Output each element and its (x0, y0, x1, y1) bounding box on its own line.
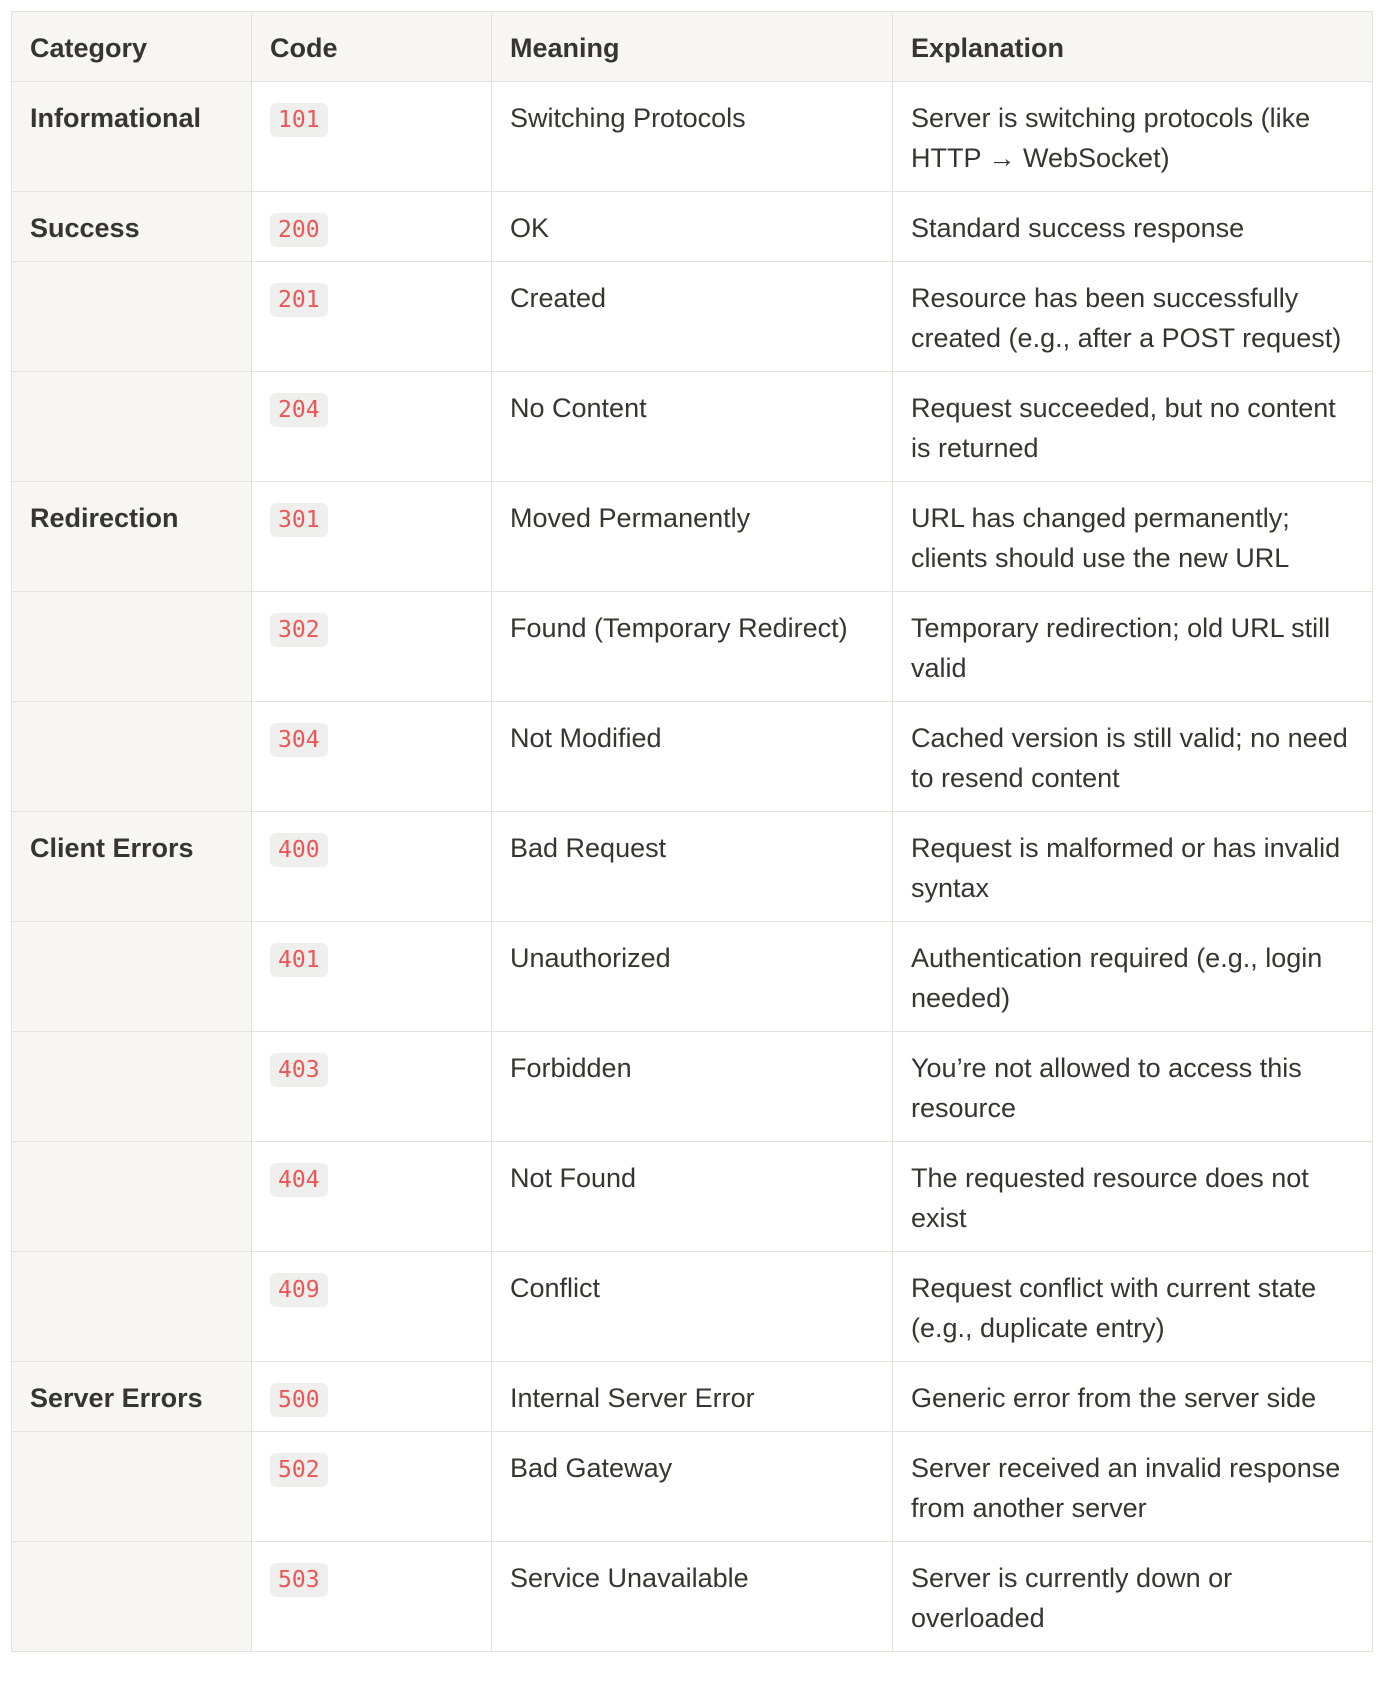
category-cell (12, 1432, 252, 1542)
explanation-cell: You’re not allowed to access this resource (893, 1032, 1373, 1142)
category-cell (12, 1542, 252, 1652)
code-cell (252, 1142, 492, 1252)
table-row (12, 812, 1373, 922)
status-code-badge: 409 (270, 1273, 328, 1307)
code-cell (252, 372, 492, 482)
code-cell (252, 1252, 492, 1362)
status-code-badge: 403 (270, 1053, 328, 1087)
explanation-cell: URL has changed permanently; clients should use the new URL (893, 482, 1373, 592)
code-cell (252, 922, 492, 1032)
category-cell: Client Errors (12, 812, 252, 922)
status-code-badge: 204 (270, 393, 328, 427)
table-row (12, 1362, 1373, 1432)
status-code-badge: 201 (270, 283, 328, 317)
code-cell (252, 812, 492, 922)
table-row (12, 82, 1373, 192)
table-row (12, 372, 1373, 482)
status-codes-table-container (11, 11, 1372, 1652)
status-code-badge: 404 (270, 1163, 328, 1197)
code-cell (252, 82, 492, 192)
category-cell (12, 262, 252, 372)
category-cell: Server Errors (12, 1362, 252, 1432)
explanation-cell: Standard success response (893, 192, 1373, 262)
code-cell (252, 702, 492, 812)
meaning-cell: Bad Request (492, 812, 893, 922)
meaning-cell: Service Unavailable (492, 1542, 893, 1652)
status-code-badge: 301 (270, 503, 328, 537)
table-row (12, 922, 1373, 1032)
explanation-cell: Server is switching protocols (like HTTP → WebSocket) (893, 82, 1373, 192)
explanation-cell: Request is malformed or has invalid syntax (893, 812, 1373, 922)
explanation-cell: Cached version is still valid; no need to resend content (893, 702, 1373, 812)
status-code-badge: 302 (270, 613, 328, 647)
status-code-badge: 503 (270, 1563, 328, 1597)
table-row (12, 1252, 1373, 1362)
explanation-cell: The requested resource does not exist (893, 1142, 1373, 1252)
meaning-cell: Not Modified (492, 702, 893, 812)
category-cell (12, 702, 252, 812)
category-cell: Success (12, 192, 252, 262)
table-row (12, 1542, 1373, 1652)
meaning-cell: No Content (492, 372, 893, 482)
status-code-badge: 101 (270, 103, 328, 137)
explanation-cell: Generic error from the server side (893, 1362, 1373, 1432)
code-cell (252, 262, 492, 372)
category-cell (12, 1142, 252, 1252)
explanation-cell: Temporary redirection; old URL still valid (893, 592, 1373, 702)
explanation-cell: Resource has been successfully created (e.g., after a POST request) (893, 262, 1373, 372)
meaning-cell: Moved Permanently (492, 482, 893, 592)
code-cell (252, 592, 492, 702)
meaning-cell: Conflict (492, 1252, 893, 1362)
meaning-cell: Created (492, 262, 893, 372)
category-cell: Informational (12, 82, 252, 192)
header-explanation: Explanation (893, 12, 1373, 82)
table-row (12, 192, 1373, 262)
explanation-cell: Server is currently down or overloaded (893, 1542, 1373, 1652)
status-code-badge: 401 (270, 943, 328, 977)
header-meaning: Meaning (492, 12, 893, 82)
code-cell (252, 1032, 492, 1142)
category-cell: Redirection (12, 482, 252, 592)
category-cell (12, 372, 252, 482)
status-code-badge: 502 (270, 1453, 328, 1487)
category-cell (12, 592, 252, 702)
category-cell (12, 1252, 252, 1362)
meaning-cell: OK (492, 192, 893, 262)
table-header-row (12, 12, 1373, 82)
table-row (12, 482, 1373, 592)
status-codes-table (11, 11, 1373, 1652)
header-category: Category (12, 12, 252, 82)
header-code: Code (252, 12, 492, 82)
meaning-cell: Unauthorized (492, 922, 893, 1032)
table-row (12, 592, 1373, 702)
table-row (12, 262, 1373, 372)
meaning-cell: Internal Server Error (492, 1362, 893, 1432)
explanation-cell: Request conflict with current state (e.g., duplicate entry) (893, 1252, 1373, 1362)
status-code-badge: 400 (270, 833, 328, 867)
table-row (12, 1032, 1373, 1142)
status-code-badge: 500 (270, 1383, 328, 1417)
code-cell (252, 1542, 492, 1652)
category-cell (12, 1032, 252, 1142)
explanation-cell: Request succeeded, but no content is returned (893, 372, 1373, 482)
code-cell (252, 482, 492, 592)
code-cell (252, 192, 492, 262)
code-cell (252, 1432, 492, 1542)
meaning-cell: Found (Temporary Redirect) (492, 592, 893, 702)
meaning-cell: Not Found (492, 1142, 893, 1252)
explanation-cell: Server received an invalid response from another server (893, 1432, 1373, 1542)
explanation-cell: Authentication required (e.g., login needed) (893, 922, 1373, 1032)
status-code-badge: 304 (270, 723, 328, 757)
category-cell (12, 922, 252, 1032)
table-row (12, 1142, 1373, 1252)
meaning-cell: Switching Protocols (492, 82, 893, 192)
table-row (12, 1432, 1373, 1542)
table-row (12, 702, 1373, 812)
meaning-cell: Forbidden (492, 1032, 893, 1142)
meaning-cell: Bad Gateway (492, 1432, 893, 1542)
code-cell (252, 1362, 492, 1432)
status-code-badge: 200 (270, 213, 328, 247)
